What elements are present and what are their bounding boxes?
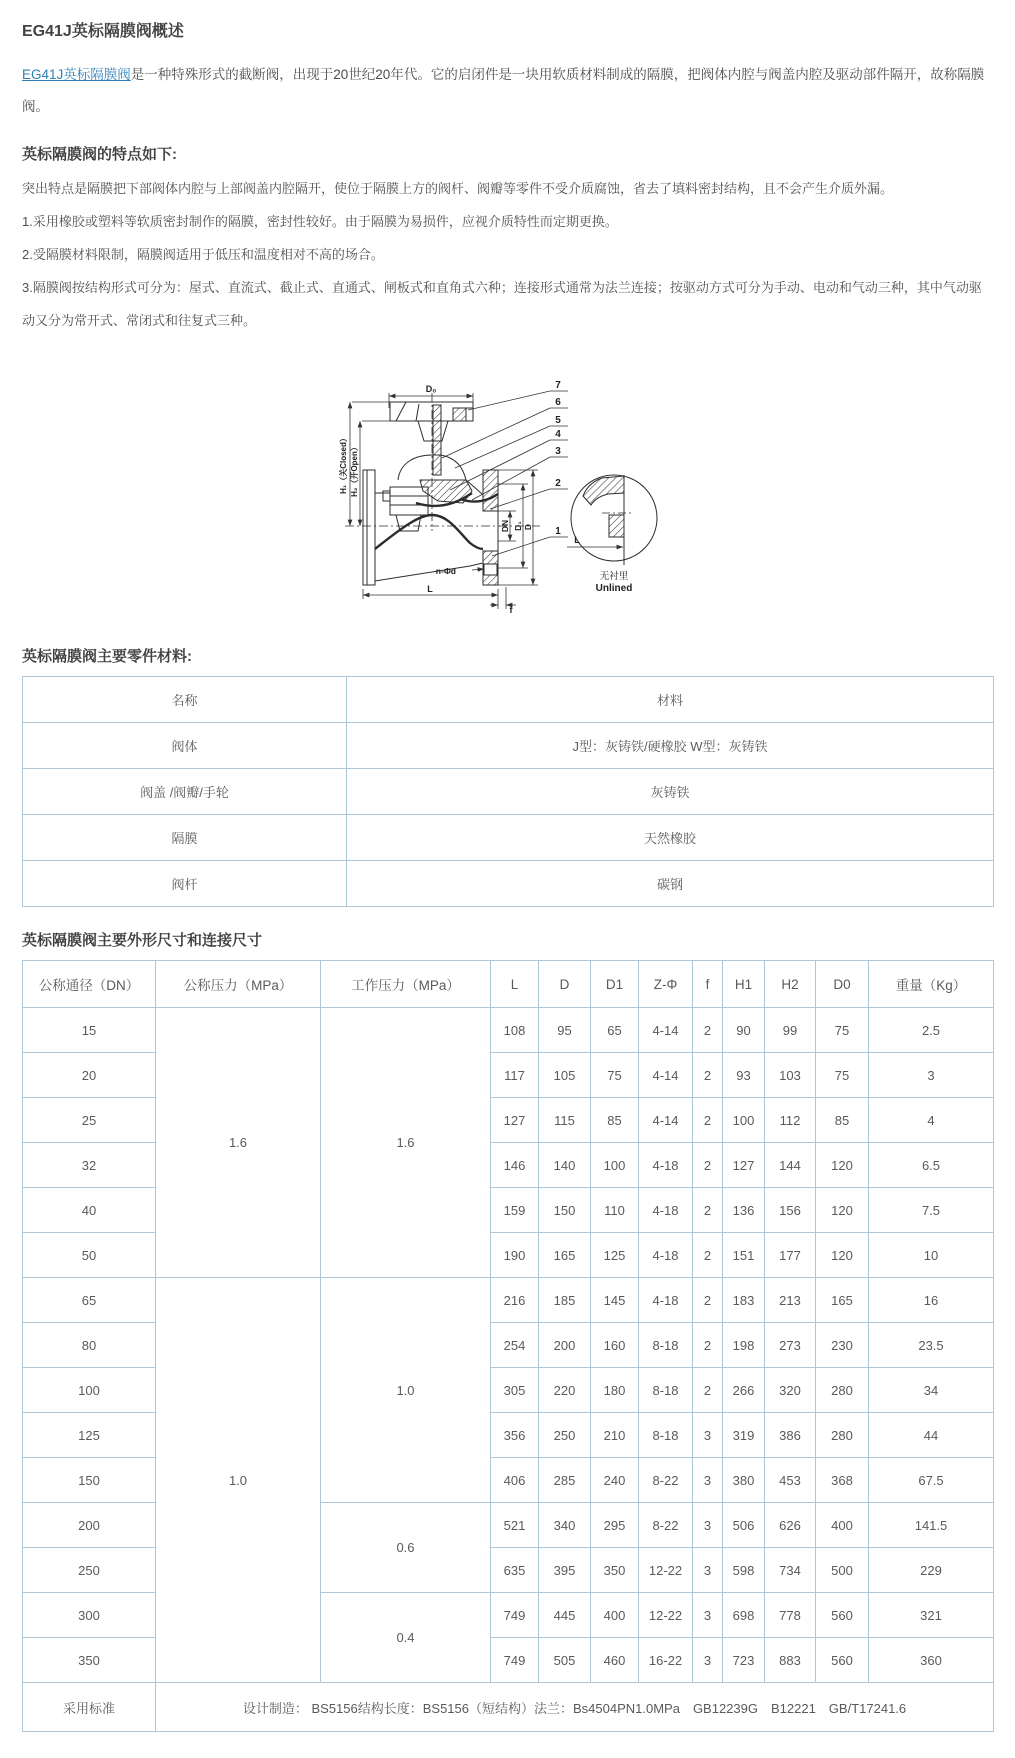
- dim-label-h1: H₁（关Closed）: [339, 434, 348, 494]
- dimension-cell: 2: [693, 1233, 723, 1278]
- dimension-cell: 749: [491, 1593, 539, 1638]
- dimension-cell: 4-14: [639, 1098, 693, 1143]
- dimension-cell: 125: [591, 1233, 639, 1278]
- part-name-cell: 名称: [23, 677, 347, 723]
- dimension-cell: 319: [723, 1413, 765, 1458]
- dimension-cell: 2: [693, 1368, 723, 1413]
- materials-table-row: [23, 723, 994, 769]
- part-number-3: 3: [555, 446, 561, 457]
- dimension-cell: 460: [591, 1638, 639, 1683]
- column-header: D1: [591, 961, 639, 1008]
- dimension-cell: 778: [765, 1593, 816, 1638]
- dimension-cell: 698: [723, 1593, 765, 1638]
- dimension-cell: 156: [765, 1188, 816, 1233]
- standards-value-cell: 设计制造： BS5156结构长度：BS5156（短结构）法兰：Bs4504PN1.0MPa GB12239G B12221 GB/T17241.6: [156, 1683, 994, 1732]
- dimension-cell: 749: [491, 1638, 539, 1683]
- working-pressure-cell: 1.0: [321, 1278, 491, 1503]
- dimension-cell: 280: [816, 1413, 869, 1458]
- part-number-6: 6: [555, 397, 561, 408]
- dimension-cell: 93: [723, 1053, 765, 1098]
- dimension-cell: 115: [539, 1098, 591, 1143]
- dimension-cell: 400: [816, 1503, 869, 1548]
- dimension-cell: 67.5: [869, 1458, 994, 1503]
- material-cell: J型：灰铸铁/硬橡胶 W型：灰铸铁: [347, 723, 994, 769]
- dimension-cell: 254: [491, 1323, 539, 1368]
- features-heading: 英标隔膜阀的特点如下:: [22, 146, 177, 163]
- dimension-cell: 2: [693, 1053, 723, 1098]
- dimension-cell: 165: [539, 1233, 591, 1278]
- material-cell: 材料: [347, 677, 994, 723]
- dimension-cell: 34: [869, 1368, 994, 1413]
- column-header: L: [491, 961, 539, 1008]
- dimension-cell: 120: [816, 1233, 869, 1278]
- column-header: 工作压力（MPa）: [321, 961, 491, 1008]
- dimension-cell: 2: [693, 1098, 723, 1143]
- working-pressure-cell: 1.6: [321, 1008, 491, 1278]
- dimension-cell: 3: [869, 1053, 994, 1098]
- dimension-cell: 180: [591, 1368, 639, 1413]
- dimension-cell: 240: [591, 1458, 639, 1503]
- dim-label-h2: H₂（开Open）: [350, 443, 359, 497]
- dimension-cell: 4: [869, 1098, 994, 1143]
- dimension-cell: 4-18: [639, 1278, 693, 1323]
- dimension-cell: 160: [591, 1323, 639, 1368]
- detail-label-en: Unlined: [595, 583, 633, 594]
- dimension-cell: 141.5: [869, 1503, 994, 1548]
- dimension-cell: 90: [723, 1008, 765, 1053]
- column-header: 公称压力（MPa）: [156, 961, 321, 1008]
- dimension-cell: 100: [591, 1143, 639, 1188]
- dimension-cell: 4-14: [639, 1053, 693, 1098]
- column-header: Z-Φ: [639, 961, 693, 1008]
- column-header: H1: [723, 961, 765, 1008]
- part-name-cell: 阀体: [23, 723, 347, 769]
- dimension-cell: 230: [816, 1323, 869, 1368]
- dimension-cell: 65: [591, 1008, 639, 1053]
- dimension-cell: 108: [491, 1008, 539, 1053]
- working-pressure-cell: 0.4: [321, 1593, 491, 1683]
- dn-cell: 50: [23, 1233, 156, 1278]
- dimension-cell: 151: [723, 1233, 765, 1278]
- dimension-cell: 266: [723, 1368, 765, 1413]
- dimension-cell: 445: [539, 1593, 591, 1638]
- dim-label-d: D: [523, 523, 533, 531]
- materials-table-row: [23, 815, 994, 861]
- dimension-cell: 75: [591, 1053, 639, 1098]
- materials-table-row: [23, 769, 994, 815]
- dim-label-n-phi-d: n-Φd: [435, 566, 456, 576]
- part-number-1: 1: [555, 526, 561, 537]
- right-flange-upper: [483, 470, 498, 511]
- dimension-cell: 8-22: [639, 1458, 693, 1503]
- dimension-cell: 159: [491, 1188, 539, 1233]
- dimension-cell: 75: [816, 1008, 869, 1053]
- dimension-cell: 4-18: [639, 1143, 693, 1188]
- dimension-cell: 127: [723, 1143, 765, 1188]
- dimension-cell: 8-22: [639, 1503, 693, 1548]
- dimensions-table-row: [23, 1278, 994, 1323]
- dimension-cell: 635: [491, 1548, 539, 1593]
- dimension-cell: 320: [765, 1368, 816, 1413]
- dimension-cell: 626: [765, 1503, 816, 1548]
- part-name-cell: 阀杆: [23, 861, 347, 907]
- dimension-cell: 3: [693, 1458, 723, 1503]
- material-cell: 天然橡胶: [347, 815, 994, 861]
- dimension-cell: 112: [765, 1098, 816, 1143]
- dimension-cell: 500: [816, 1548, 869, 1593]
- dimension-cell: 2: [693, 1323, 723, 1368]
- dimension-cell: 406: [491, 1458, 539, 1503]
- weir-flow-path: [375, 515, 483, 549]
- dimension-cell: 144: [765, 1143, 816, 1188]
- dimension-cell: 723: [723, 1638, 765, 1683]
- part-number-7: 7: [555, 380, 561, 391]
- dimension-cell: 103: [765, 1053, 816, 1098]
- dn-cell: 200: [23, 1503, 156, 1548]
- dimension-cell: 4-18: [639, 1233, 693, 1278]
- dimension-cell: 7.5: [869, 1188, 994, 1233]
- dimension-cell: 560: [816, 1638, 869, 1683]
- dimension-cell: 250: [539, 1413, 591, 1458]
- dimension-cell: 213: [765, 1278, 816, 1323]
- dimension-cell: 8-18: [639, 1413, 693, 1458]
- feature-item-1: 1.采用橡胶或塑料等软质密封制作的隔膜，密封性较好。由于隔膜为易损件，应视介质特性而定期更换。: [22, 214, 618, 229]
- dn-cell: 15: [23, 1008, 156, 1053]
- dimension-cell: 453: [765, 1458, 816, 1503]
- dimension-cell: 100: [723, 1098, 765, 1143]
- dimension-cell: 3: [693, 1548, 723, 1593]
- dn-cell: 250: [23, 1548, 156, 1593]
- dimension-cell: 734: [765, 1548, 816, 1593]
- dimension-cell: 105: [539, 1053, 591, 1098]
- column-header: D: [539, 961, 591, 1008]
- dimension-cell: 150: [539, 1188, 591, 1233]
- working-pressure-cell: 0.6: [321, 1503, 491, 1593]
- dimension-cell: 16-22: [639, 1638, 693, 1683]
- dimension-cell: 6.5: [869, 1143, 994, 1188]
- column-header: 重量（Kg）: [869, 961, 994, 1008]
- dn-cell: 65: [23, 1278, 156, 1323]
- standards-label-cell: 采用标准: [23, 1683, 156, 1732]
- dimension-cell: 360: [869, 1638, 994, 1683]
- dimension-cell: 521: [491, 1503, 539, 1548]
- dimension-cell: 2: [693, 1143, 723, 1188]
- dimension-cell: 4-14: [639, 1008, 693, 1053]
- dimension-cell: 183: [723, 1278, 765, 1323]
- dn-cell: 32: [23, 1143, 156, 1188]
- materials-table-row: [23, 861, 994, 907]
- dn-cell: 100: [23, 1368, 156, 1413]
- dn-cell: 25: [23, 1098, 156, 1143]
- dimension-cell: 165: [816, 1278, 869, 1323]
- detail-label-cn: 无衬里: [599, 571, 629, 582]
- dn-cell: 20: [23, 1053, 156, 1098]
- dimension-cell: 395: [539, 1548, 591, 1593]
- dimensions-heading: 英标隔膜阀主要外形尺寸和连接尺寸: [22, 932, 263, 949]
- dimension-cell: 110: [591, 1188, 639, 1233]
- dimension-cell: 2: [693, 1188, 723, 1233]
- dimension-cell: 3: [693, 1593, 723, 1638]
- part-number-4: 4: [555, 429, 561, 440]
- nominal-pressure-cell: 1.6: [156, 1008, 321, 1278]
- dimension-cell: 117: [491, 1053, 539, 1098]
- page-title: EG41J英标隔膜阀概述: [22, 23, 184, 40]
- dimension-cell: 598: [723, 1548, 765, 1593]
- column-header: H2: [765, 961, 816, 1008]
- column-header: D0: [816, 961, 869, 1008]
- dimension-cell: 12-22: [639, 1593, 693, 1638]
- feature-item-2: 2.受隔膜材料限制，隔膜阀适用于低压和温度相对不高的场合。: [22, 247, 384, 262]
- dimensions-header-row: [23, 961, 994, 1008]
- dimension-cell: 120: [816, 1188, 869, 1233]
- dn-cell: 125: [23, 1413, 156, 1458]
- dimension-cell: 560: [816, 1593, 869, 1638]
- part-number-2: 2: [555, 478, 561, 489]
- dimension-cell: 3: [693, 1503, 723, 1548]
- standards-row: [23, 1683, 994, 1732]
- dimension-cell: 95: [539, 1008, 591, 1053]
- dimension-cell: 75: [816, 1053, 869, 1098]
- dimension-cell: 99: [765, 1008, 816, 1053]
- dimension-cell: 883: [765, 1638, 816, 1683]
- dimension-cell: 4-18: [639, 1188, 693, 1233]
- dimension-cell: 8-18: [639, 1323, 693, 1368]
- dimension-cell: 85: [816, 1098, 869, 1143]
- left-flange: [363, 470, 375, 585]
- dim-label-d1: D₁: [513, 521, 523, 531]
- dimension-cell: 2: [693, 1278, 723, 1323]
- dimension-cell: 145: [591, 1278, 639, 1323]
- product-link[interactable]: EG41J英标隔膜阀: [22, 67, 131, 82]
- dimension-cell: 305: [491, 1368, 539, 1413]
- dim-label-d0: D₀: [425, 384, 437, 394]
- dimension-cell: 177: [765, 1233, 816, 1278]
- materials-table: [22, 676, 994, 907]
- column-header: f: [693, 961, 723, 1008]
- dimension-cell: 85: [591, 1098, 639, 1143]
- dimension-cell: 146: [491, 1143, 539, 1188]
- dimension-cell: 220: [539, 1368, 591, 1413]
- column-header: 公称通径（DN）: [23, 961, 156, 1008]
- dimension-cell: 356: [491, 1413, 539, 1458]
- part-number-5: 5: [555, 415, 561, 426]
- dimension-cell: 229: [869, 1548, 994, 1593]
- valve-cross-section-diagram: [320, 363, 680, 615]
- dn-cell: 300: [23, 1593, 156, 1638]
- dimension-cell: 140: [539, 1143, 591, 1188]
- materials-table-row: [23, 677, 994, 723]
- dimension-cell: 3: [693, 1413, 723, 1458]
- dimension-cell: 200: [539, 1323, 591, 1368]
- valve-stem: [433, 405, 441, 475]
- dimension-cell: 285: [539, 1458, 591, 1503]
- dimension-cell: 2: [693, 1008, 723, 1053]
- dimension-cell: 380: [723, 1458, 765, 1503]
- dimension-cell: 2.5: [869, 1008, 994, 1053]
- dn-cell: 80: [23, 1323, 156, 1368]
- nominal-pressure-cell: 1.0: [156, 1278, 321, 1683]
- dimension-cell: 23.5: [869, 1323, 994, 1368]
- dimensions-table-row: [23, 1008, 994, 1053]
- dim-label-l: L: [427, 584, 433, 594]
- material-cell: 碳钢: [347, 861, 994, 907]
- part-name-cell: 隔膜: [23, 815, 347, 861]
- dimension-cell: 120: [816, 1143, 869, 1188]
- dimension-cell: 321: [869, 1593, 994, 1638]
- detail-dim-label-l: L: [574, 535, 580, 545]
- dimension-cell: 8-18: [639, 1368, 693, 1413]
- dn-cell: 40: [23, 1188, 156, 1233]
- dimension-cell: 136: [723, 1188, 765, 1233]
- dimension-cell: 127: [491, 1098, 539, 1143]
- dn-cell: 150: [23, 1458, 156, 1503]
- dimension-cell: 386: [765, 1413, 816, 1458]
- dimension-cell: 198: [723, 1323, 765, 1368]
- dimension-cell: 273: [765, 1323, 816, 1368]
- dimension-cell: 506: [723, 1503, 765, 1548]
- part-name-cell: 阀盖 /阀瓣/手轮: [23, 769, 347, 815]
- unlined-detail-view: [567, 475, 657, 565]
- dimension-cell: 10: [869, 1233, 994, 1278]
- dimension-cell: 12-22: [639, 1548, 693, 1593]
- dn-cell: 350: [23, 1638, 156, 1683]
- dimension-cell: 210: [591, 1413, 639, 1458]
- dimensions-table: [22, 960, 994, 1732]
- valve-technical-drawing: [22, 363, 993, 615]
- dimension-cell: 3: [693, 1638, 723, 1683]
- feature-item-3: 3.隔膜阀按结构形式可分为：屋式、直流式、截止式、直通式、闸板式和直角式六种；连接形式通常为法兰连接；按驱动方式可分为手动、电动和气动三种，其中气动驱动又分为常开式、常闭式和往复式三种。: [22, 280, 982, 328]
- dimension-cell: 216: [491, 1278, 539, 1323]
- dimension-cell: 340: [539, 1503, 591, 1548]
- intro-text: 是一种特殊形式的截断阀，出现于20世纪20年代。它的启闭件是一块用软质材料制成的隔膜，把阀体内腔与阀盖内腔及驱动部件隔开，故称隔膜阀。: [22, 67, 985, 114]
- features-lead: 突出特点是隔膜把下部阀体内腔与上部阀盖内腔隔开，使位于隔膜上方的阀杆、阀瓣等零件不受介质腐蚀，省去了填料密封结构，且不会产生介质外漏。: [22, 181, 894, 196]
- materials-heading: 英标隔膜阀主要零件材料:: [22, 648, 192, 665]
- dimension-cell: 400: [591, 1593, 639, 1638]
- dimension-cell: 16: [869, 1278, 994, 1323]
- dim-label-f: f: [509, 605, 513, 615]
- intro-paragraph: [22, 59, 993, 123]
- bolt-hole: [484, 564, 497, 575]
- dimension-cell: 185: [539, 1278, 591, 1323]
- dimension-cell: 44: [869, 1413, 994, 1458]
- dimension-cell: 350: [591, 1548, 639, 1593]
- dimension-cell: 280: [816, 1368, 869, 1413]
- dimension-cell: 295: [591, 1503, 639, 1548]
- dim-label-dn: DN: [500, 519, 510, 533]
- dimension-cell: 368: [816, 1458, 869, 1503]
- dimension-cell: 505: [539, 1638, 591, 1683]
- material-cell: 灰铸铁: [347, 769, 994, 815]
- dimension-cell: 190: [491, 1233, 539, 1278]
